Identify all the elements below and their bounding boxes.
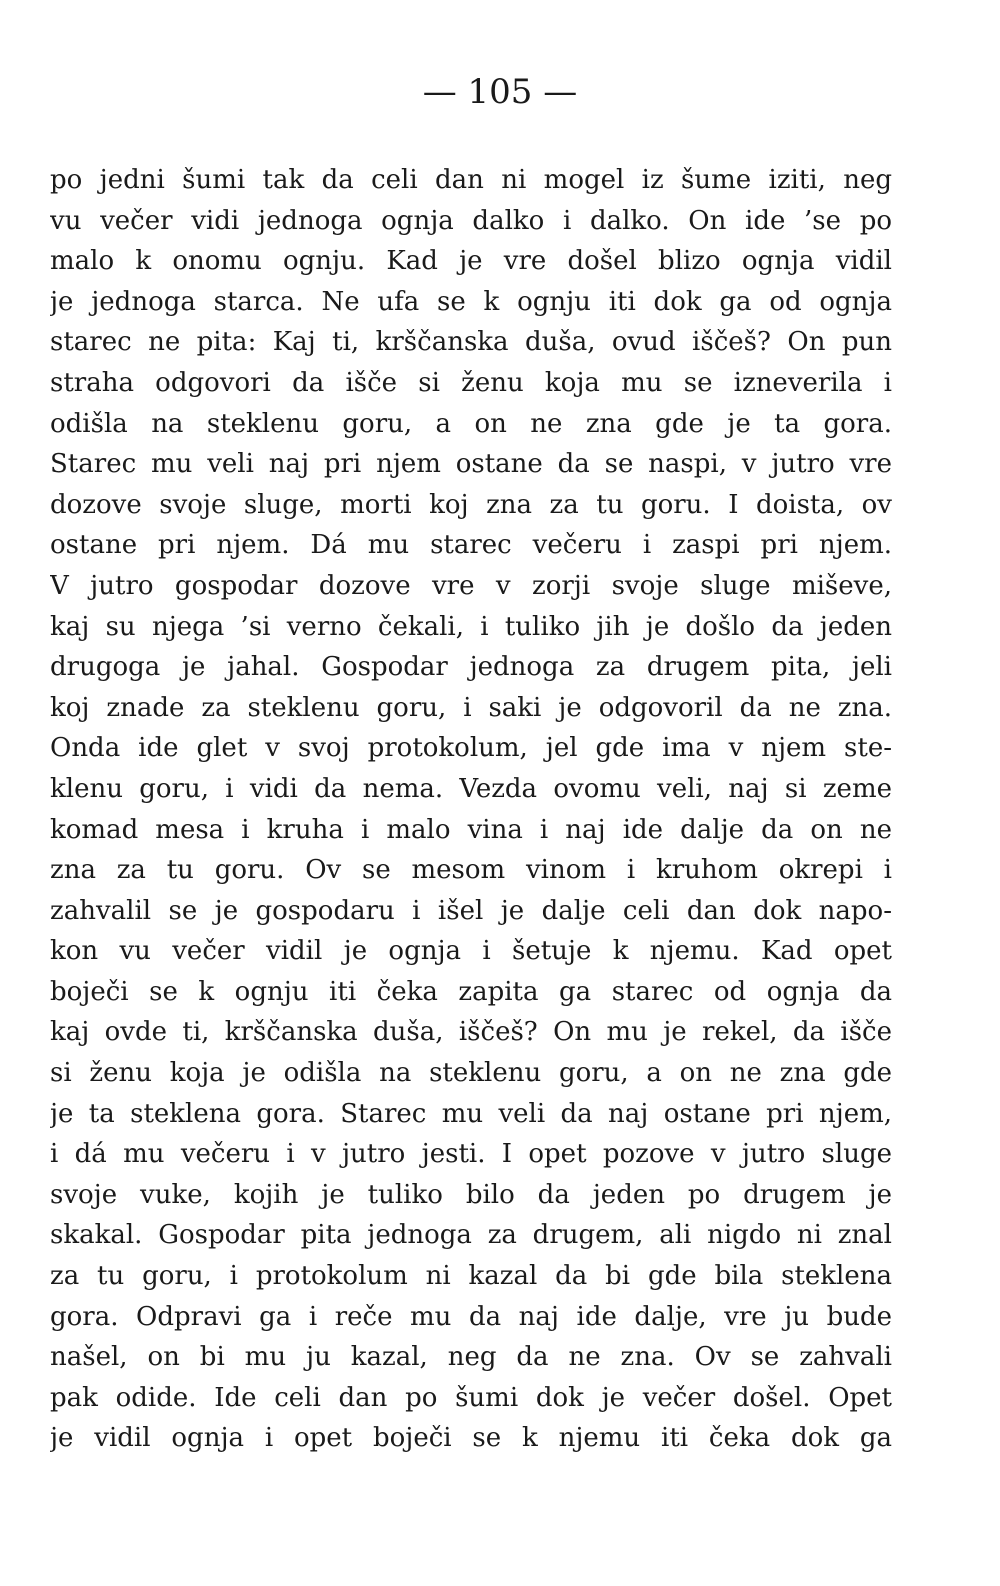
text-line: komad mesa i kruha i malo vina i naj ide dalje da on ne: [50, 814, 892, 845]
text-line: ostane pri njem. Dá mu starec večeru i zaspi pri njem.: [50, 530, 892, 561]
text-line: je jednoga starca. Ne ufa se k ognju iti dok ga od ognja: [50, 286, 892, 317]
text-line: vu večer vidi jednoga ognja dalko i dalko. On ide ’se po: [50, 205, 892, 236]
text-line: i dá mu večeru i v jutro jesti. I opet pozove v jutro sluge: [50, 1139, 892, 1170]
text-line: zna za tu goru. Ov se mesom vinom i kruhom okrepi i: [50, 855, 892, 886]
text-line: je vidil ognja i opet boječi se k njemu iti čeka dok ga: [50, 1423, 892, 1454]
text-line: si ženu koja je odišla na steklenu goru, a on ne zna gde: [50, 1058, 892, 1089]
text-line: starec ne pita: Kaj ti, krščanska duša, ovud iščeš? On pun: [50, 327, 892, 358]
text-line: V jutro gospodar dozove vre v zorji svoje sluge miševe,: [50, 570, 892, 601]
text-line: našel, on bi mu ju kazal, neg da ne zna. Ov se zahvali: [50, 1342, 892, 1373]
text-line: gora. Odpravi ga i reče mu da naj ide dalje, vre ju bude: [50, 1301, 892, 1332]
text-line: svoje vuke, kojih je tuliko bilo da jeden po drugem je: [50, 1179, 892, 1210]
text-line: pak odide. Ide celi dan po šumi dok je večer došel. Opet: [50, 1382, 892, 1413]
text-line: je ta steklena gora. Starec mu veli da naj ostane pri njem,: [50, 1098, 892, 1129]
page-number: — 105 —: [422, 72, 578, 112]
text-line: kaj su njega ’si verno čekali, i tuliko jih je došlo da jeden: [50, 611, 892, 642]
text-line: dozove svoje sluge, morti koj zna za tu goru. I doista, ov: [50, 489, 892, 520]
text-line: Starec mu veli naj pri njem ostane da se naspi, v jutro vre: [50, 449, 892, 480]
text-line: straha odgovori da išče si ženu koja mu se izneverila i: [50, 367, 892, 398]
text-line: kon vu večer vidil je ognja i šetuje k njemu. Kad opet: [50, 936, 892, 967]
text-line: skakal. Gospodar pita jednoga za drugem, ali nigdo ni znal: [50, 1220, 892, 1251]
text-line: odišla na steklenu goru, a on ne zna gde je ta gora.: [50, 408, 892, 439]
text-line: boječi se k ognju iti čeka zapita ga starec od ognja da: [50, 976, 892, 1007]
body-text: [50, 160, 892, 1459]
text-line: zahvalil se je gospodaru i išel je dalje celi dan dok napo-: [50, 895, 892, 926]
text-line: po jedni šumi tak da celi dan ni mogel iz šume iziti, neg: [50, 165, 892, 195]
text-line: za tu goru, i protokolum ni kazal da bi gde bila steklena: [50, 1261, 892, 1292]
text-line: drugoga je jahal. Gospodar jednoga za drugem pita, jeli: [50, 652, 892, 683]
text-line: malo k onomu ognju. Kad je vre došel blizo ognja vidil: [50, 246, 892, 277]
text-line: klenu goru, i vidi da nema. Vezda ovomu veli, naj si zeme: [50, 773, 892, 804]
text-line: kaj ovde ti, krščanska duša, iščeš? On mu je rekel, da išče: [50, 1017, 892, 1048]
text-line: koj znade za steklenu goru, i saki je odgovoril da ne zna.: [50, 692, 892, 723]
text-line: Onda ide glet v svoj protokolum, jel gde ima v njem ste-: [50, 733, 892, 764]
